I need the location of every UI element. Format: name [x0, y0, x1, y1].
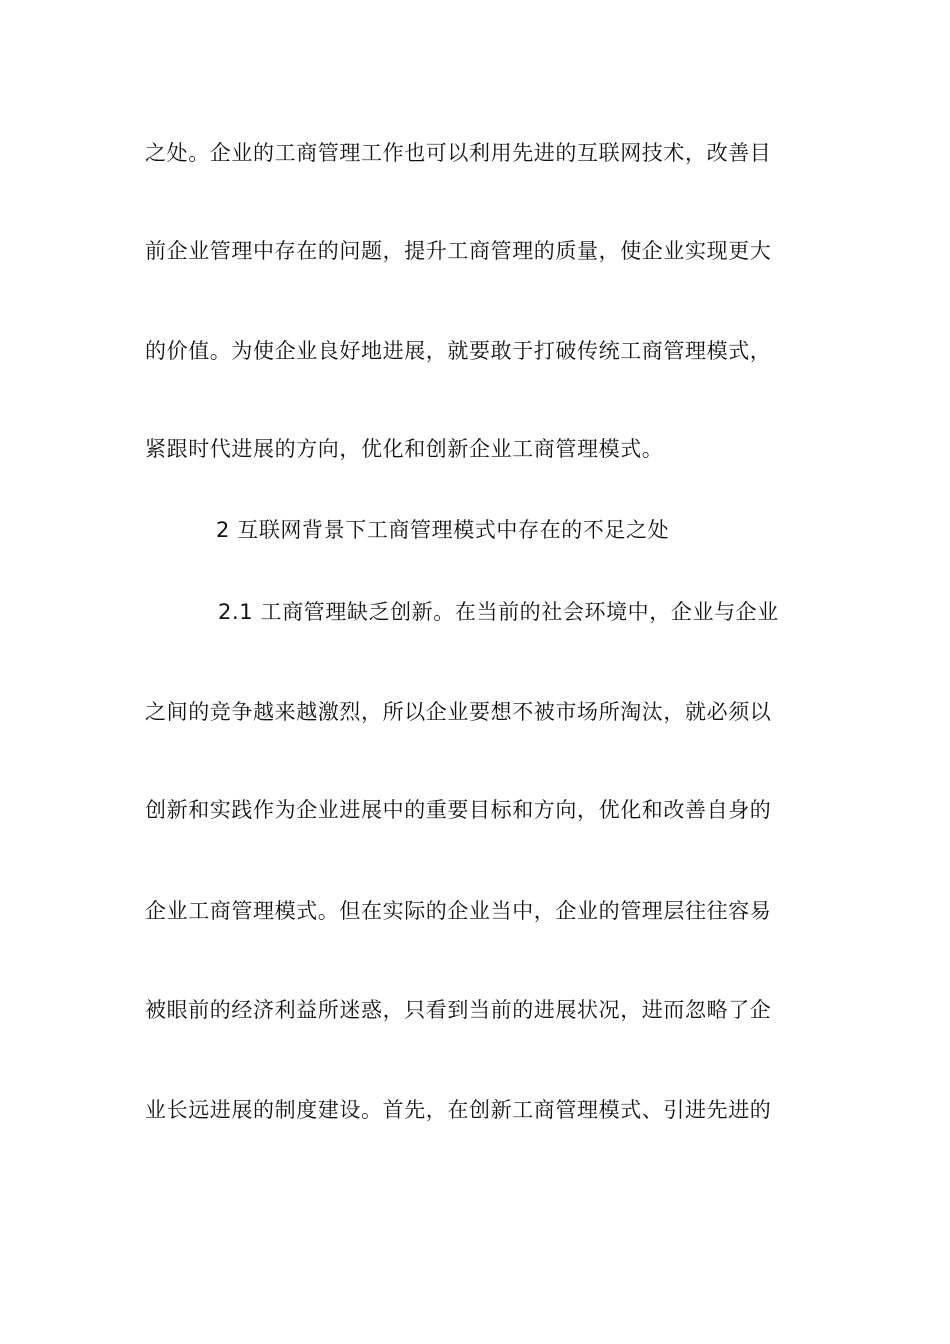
paragraph-line: 之处。企业的工商管理工作也可以利用先进的互联网技术，改善目 — [145, 141, 772, 165]
subsection-first-line: 2.1 工商管理缺乏创新。在当前的社会环境中，企业与企业 — [218, 600, 779, 624]
paragraph-line: 被眼前的经济利益所迷惑，只看到当前的进展状况，进而忽略了企 — [145, 998, 772, 1022]
paragraph-line: 前企业管理中存在的问题，提升工商管理的质量，使企业实现更大 — [145, 239, 772, 263]
paragraph-line: 创新和实践作为企业进展中的重要目标和方向，优化和改善自身的 — [145, 798, 772, 822]
paragraph-line: 之间的竞争越来越激烈，所以企业要想不被市场所淘汰，就必须以 — [145, 700, 772, 724]
section-heading: 2 互联网背景下工商管理模式中存在的不足之处 — [216, 518, 670, 542]
paragraph-line: 业长远进展的制度建设。首先，在创新工商管理模式、引进先进的 — [145, 1098, 772, 1122]
paragraph-line: 企业工商管理模式。但在实际的企业当中，企业的管理层往往容易 — [145, 899, 772, 923]
paragraph-line: 的价值。为使企业良好地进展，就要敢于打破传统工商管理模式， — [145, 339, 772, 363]
paragraph-line: 紧跟时代进展的方向，优化和创新企业工商管理模式。 — [145, 437, 664, 461]
